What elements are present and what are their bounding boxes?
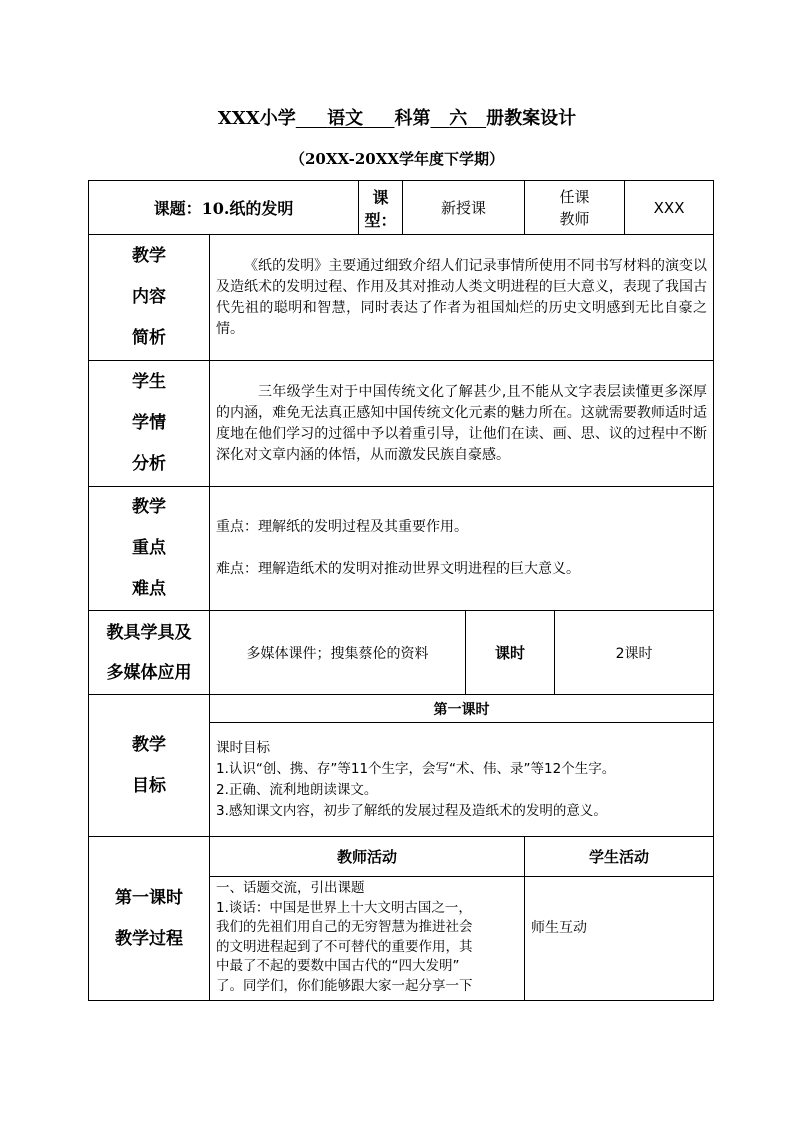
student-activity-header: 学生活动 xyxy=(525,837,714,877)
objectives-content xyxy=(210,723,714,837)
teacher-activity: 一、话题交流，引出课题 1.谈话：中国是世界上十大文明古国之一， 我们的先祖们用自己的无穷智慧为推进社会 的文明进程起到了不可替代的重要作用，其 中最了不起的要数中国古代的“四大发明” 了。同学们，你们能够跟大家一起分享一下 xyxy=(210,877,525,1001)
session-title: 第一课时 xyxy=(210,695,714,723)
hours-value: 2课时 xyxy=(555,611,714,695)
volume-blank: 六 xyxy=(449,108,468,129)
tools-label: 教具学具及 多媒体应用 xyxy=(89,611,210,695)
difficulty-point: 难点：理解造纸术的发明对推动世界文明进程的巨大意义。 xyxy=(216,561,580,577)
teacher-label: 任课 教师 xyxy=(525,181,625,235)
hours-label: 课时 xyxy=(466,611,555,695)
page-subtitle: （20XX-20XX学年度下学期） xyxy=(290,150,504,168)
lesson-type-value: 新授课 xyxy=(403,181,525,235)
lesson-type-label: 课型： xyxy=(359,181,403,235)
subject-blank: 语文 xyxy=(327,108,364,129)
process-label: 第一课时 教学过程 xyxy=(89,837,210,1001)
focus-point: 重点：理解纸的发明过程及其重要作用。 xyxy=(216,519,468,535)
objectives-heading: 课时目标 xyxy=(216,739,270,756)
content-analysis: 《纸的发明》主要通过细致介绍人们记录事情所使用不同书写材料的演变以及造纸术的发明过程、作用及其对推动人类文明进程的巨大意义，表现了我国古代先祖的聪明和智慧，同时表达了作者为祖国灿烂的历史文明感到无比自豪之情。 xyxy=(210,235,714,361)
objective-item: 1.认识“创、携、存”等11个生字，会写“术、伟、录”等12个生字。 xyxy=(216,760,616,777)
keypoints-label: 教学 重点 难点 xyxy=(89,487,210,611)
student-activity: 师生互动 xyxy=(525,877,714,1001)
content-label: 教学 内容 简析 xyxy=(89,235,210,361)
page-title: XXX小学 语文 科第 六 册教案设计 xyxy=(0,104,794,130)
objective-item: 2.正确、流利地朗读课文。 xyxy=(216,781,378,798)
student-analysis: 三年级学生对于中国传统文化了解甚少,且不能从文字表层读懂更多深厚的内涵，难免无法真正感知中国传统文化元素的魅力所在。这就需要教师适时适度地在他们学习的过徭中予以着重引导，让他们在读、画、思、议的过程中不断深化对文章内涵的体悟，从而激发民族自豪感。 xyxy=(210,361,714,487)
objective-item: 3.感知课文内容，初步了解纸的发展过程及造纸术的发明的意义。 xyxy=(216,802,607,819)
teacher-activity-header: 教师活动 xyxy=(210,837,525,877)
topic-cell: 课题：10.纸的发明 xyxy=(89,181,359,235)
keypoints-content xyxy=(210,487,714,611)
tools-value: 多媒体课件；搜集蔡伦的资料 xyxy=(210,611,466,695)
school-name: XXX小学 xyxy=(217,108,296,129)
lesson-plan-table xyxy=(88,180,714,1001)
teacher-value: XXX xyxy=(625,181,714,235)
students-label: 学生 学情 分析 xyxy=(89,361,210,487)
objectives-label: 教学 目标 xyxy=(89,695,210,837)
